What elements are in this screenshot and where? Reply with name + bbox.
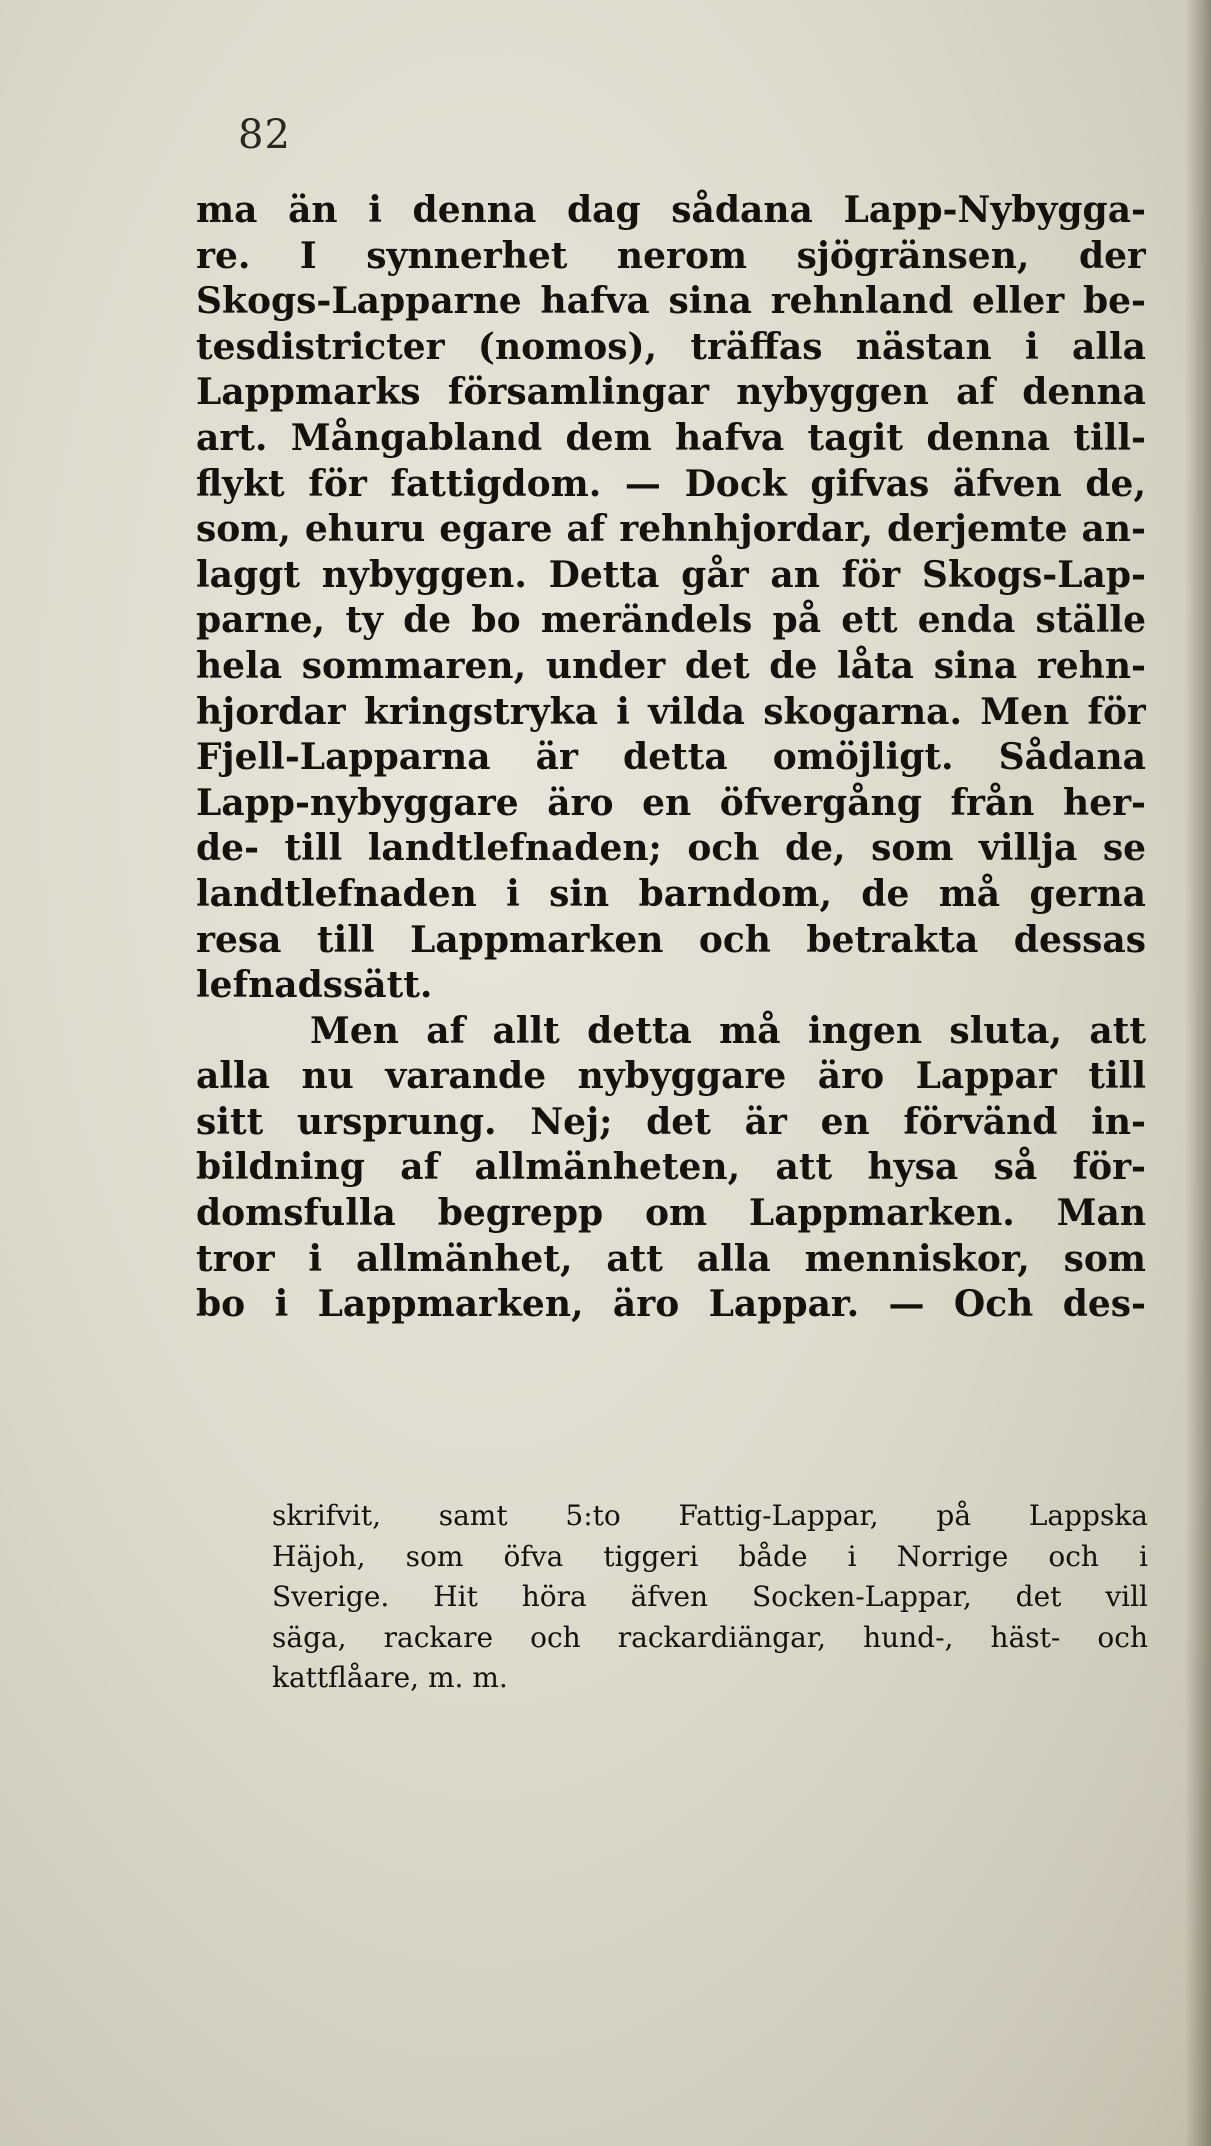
footnote-line: Sverige. Hit höra äfven Socken-Lappar, det vill (272, 1580, 1148, 1614)
text-line: Skogs-Lapparne hafva sina rehnland eller be- (196, 280, 1146, 323)
text-line: resa till Lappmarken och betrakta dessas (196, 918, 1146, 961)
text-line: tesdistricter (nomos), träffas nästan i alla (196, 325, 1146, 368)
text-line: parne, ty de bo merändels på ett enda ställe (196, 599, 1146, 642)
text-line: hjordar kringstryka i vilda skogarna. Men för (196, 690, 1146, 733)
footnote (272, 1496, 1148, 1699)
text-line: Fjell-Lapparna är detta omöjligt. Sådana (196, 736, 1146, 779)
text-line: art. Mångabland dem hafva tagit denna till- (196, 416, 1146, 459)
text-line: sitt ursprung. Nej; det är en förvänd in- (196, 1100, 1146, 1143)
text-line: som, ehuru egare af rehnhjordar, derjemte an- (196, 508, 1146, 551)
text-line: ma än i denna dag sådana Lapp-Nybygga- (196, 189, 1146, 231)
footnote-line: säga, rackare och rackardiängar, hund-, häst- och (272, 1620, 1148, 1654)
text-line: Lapp-nybyggare äro en öfvergång från her- (196, 781, 1146, 824)
text-line: lefnadssätt. (196, 964, 433, 1007)
main-text (196, 188, 1146, 1328)
text-line: alla nu varande nybyggare äro Lappar till (196, 1055, 1146, 1098)
text-line: re. I synnerhet nerom sjögränsen, der (196, 234, 1146, 277)
footnote-line: Häjoh, som öfva tiggeri både i Norrige och i (272, 1539, 1148, 1573)
text-line: bo i Lappmarken, äro Lappar. — Och des- (196, 1283, 1146, 1326)
text-line: Men af allt detta må ingen sluta, att (310, 1009, 1146, 1052)
text-line: flykt för fattigdom. — Dock gifvas äfven de, (196, 462, 1146, 505)
text-line: tror i allmänhet, att alla menniskor, som (196, 1237, 1146, 1280)
footnote-line: skrifvit, samt 5:to Fattig-Lappar, på Lappska (272, 1499, 1148, 1532)
text-line: landtlefnaden i sin barndom, de må gerna (196, 872, 1146, 915)
text-line: bildning af allmänheten, att hysa så för- (196, 1146, 1146, 1189)
footnote-line: kattflåare, m. m. (272, 1661, 508, 1695)
text-line: domsfulla begrepp om Lappmarken. Man (196, 1192, 1146, 1235)
text-line: laggt nybyggen. Detta går an för Skogs-Lap- (196, 553, 1146, 596)
page-number: 82 (238, 112, 291, 158)
text-line: de- till landtlefnaden; och de, som villja se (196, 827, 1146, 870)
text-line: Lappmarks församlingar nybyggen af denna (196, 371, 1146, 414)
text-line: hela sommaren, under det de låta sina rehn- (196, 644, 1146, 687)
